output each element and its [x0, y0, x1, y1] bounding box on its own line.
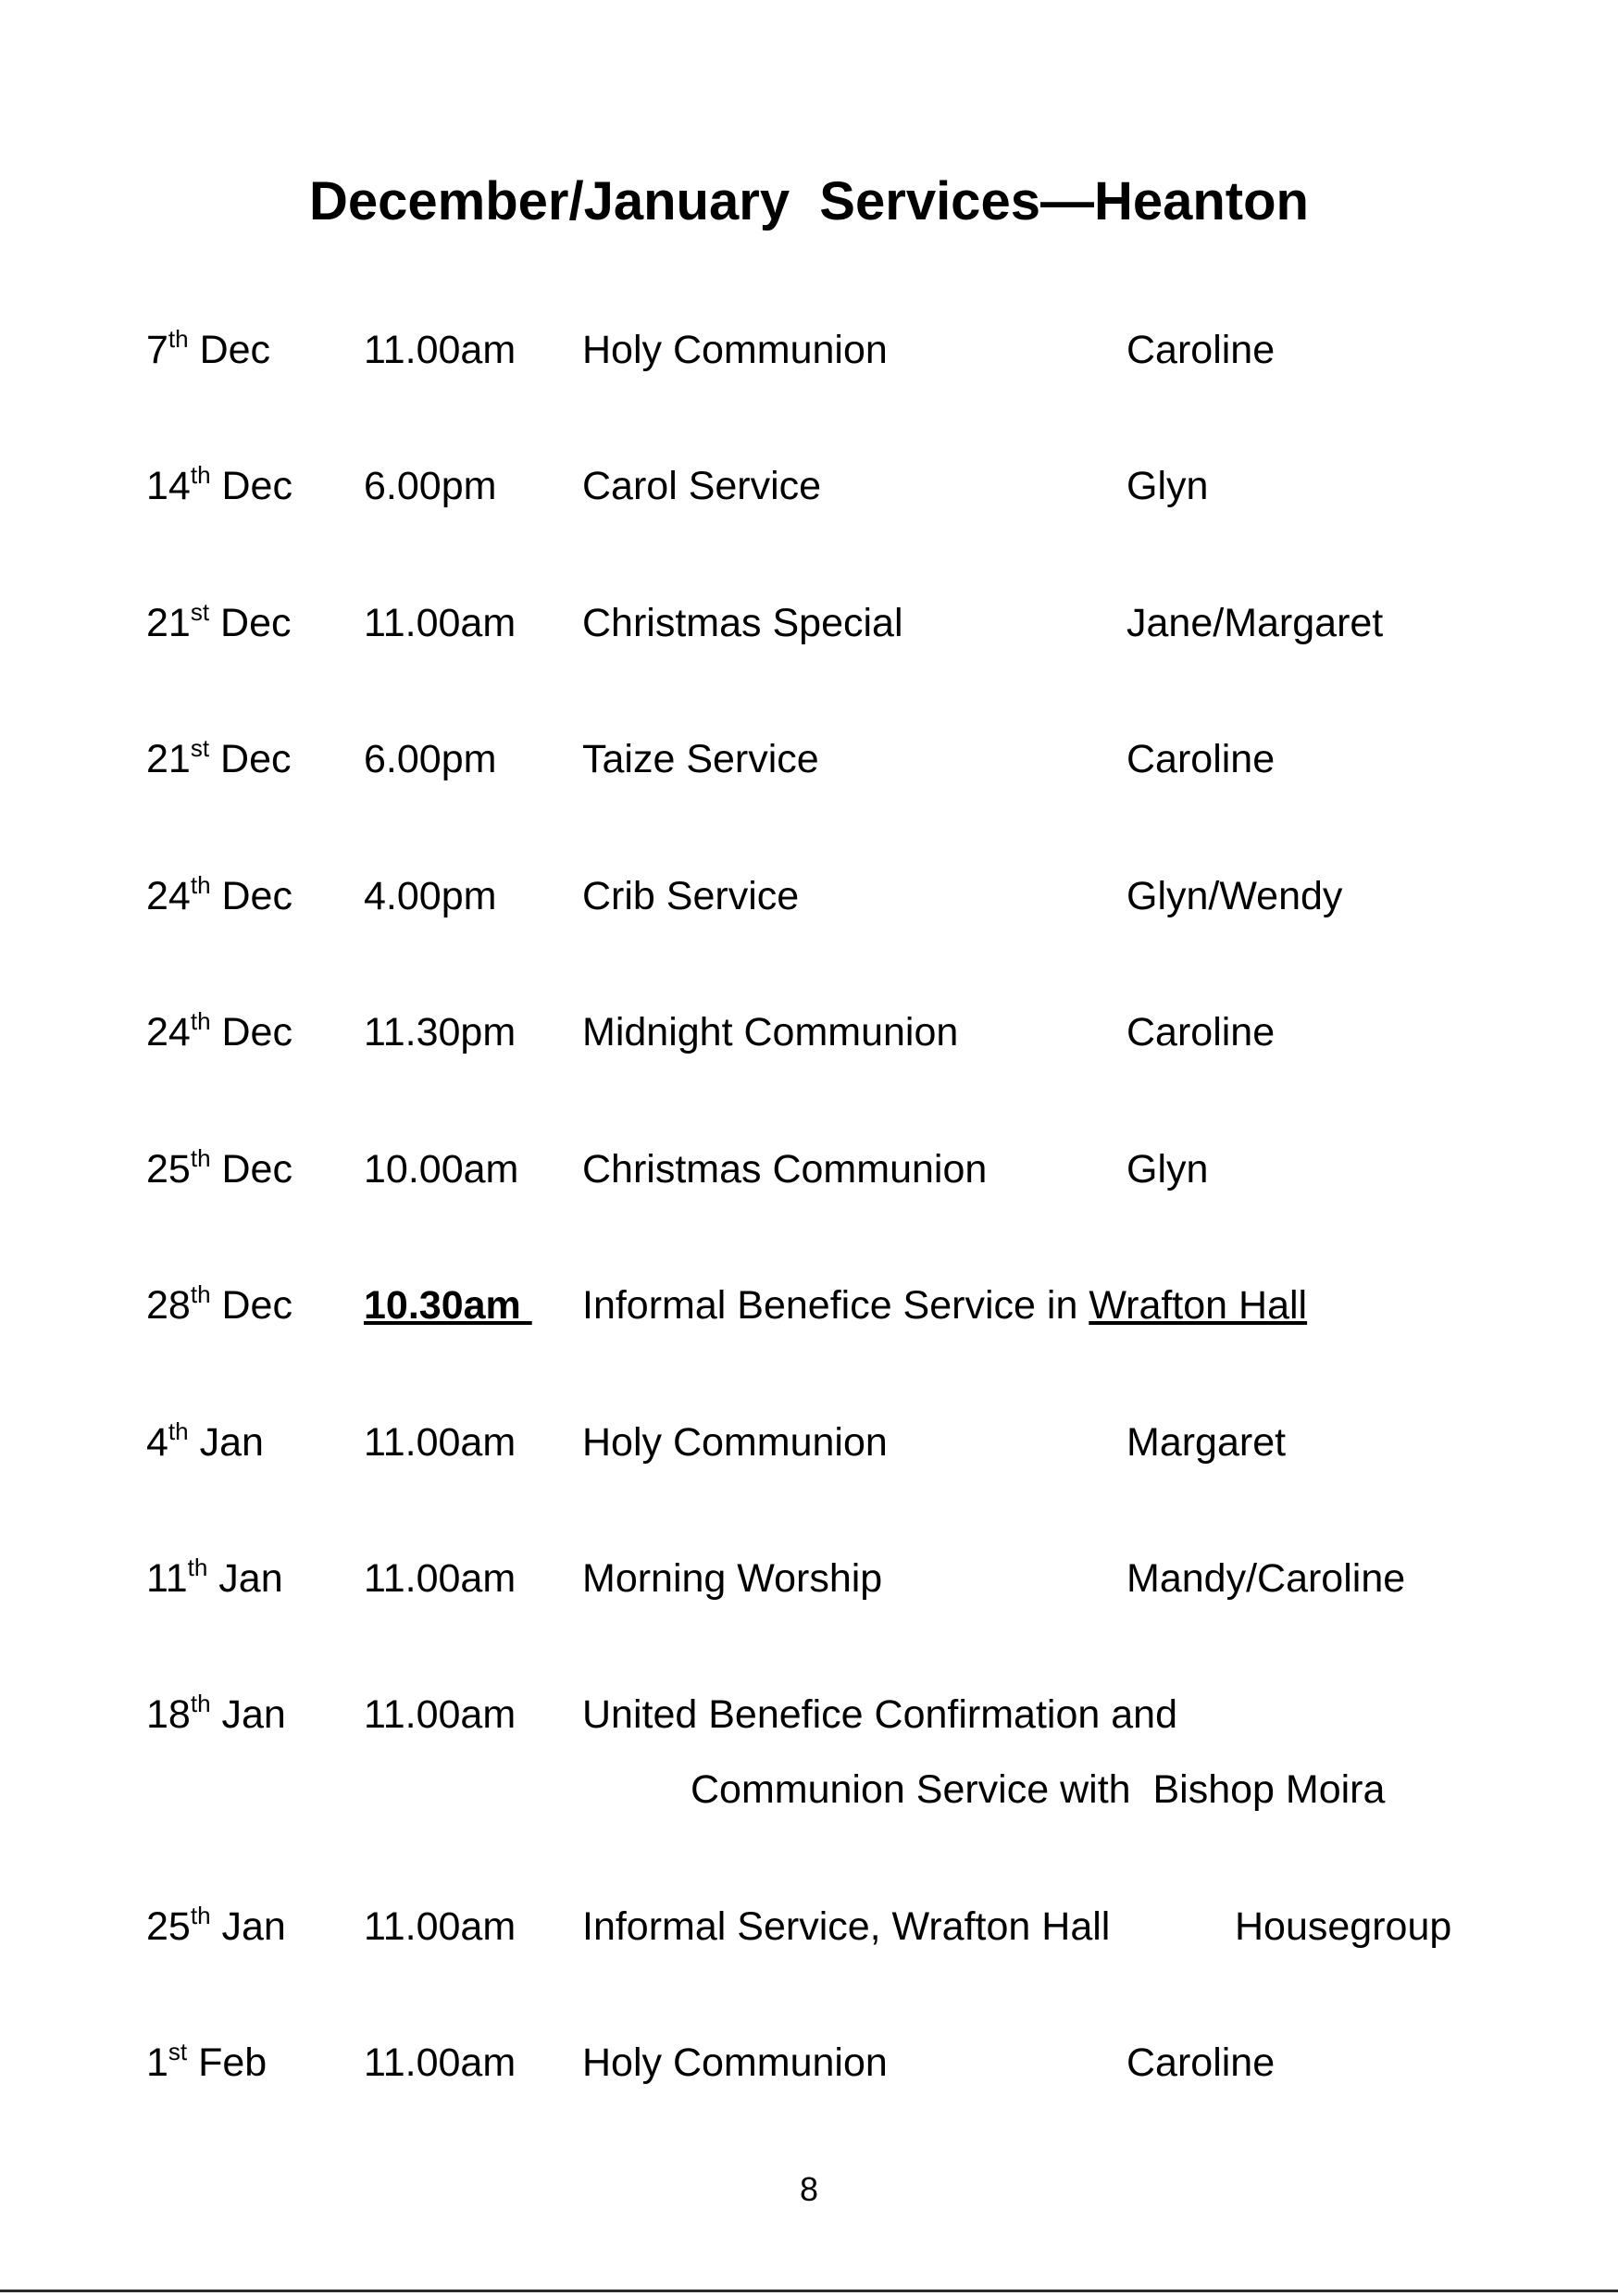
day: 7 [146, 328, 168, 372]
date-cell [146, 2035, 267, 2090]
month: Dec [220, 601, 292, 645]
time-cell: 11.00am [364, 1904, 517, 1949]
leader-cell: Mandy/Caroline [1126, 1556, 1406, 1601]
day: 18 [146, 1692, 191, 1737]
leader-cell: Glyn/Wendy [1126, 874, 1343, 918]
date-cell [146, 1899, 286, 1954]
service-cell: Carol Service [582, 464, 822, 508]
day: 21 [146, 601, 191, 645]
service-text: Informal Benefice Service in [582, 1283, 1089, 1328]
leader-cell: Caroline [1126, 328, 1276, 372]
time-cell: 10.00am [364, 1147, 519, 1192]
service-row [0, 322, 1618, 378]
time-cell: 6.00pm [364, 464, 497, 508]
date-cell [146, 1004, 292, 1060]
service-row [0, 1142, 1618, 1197]
day: 4 [146, 1420, 168, 1465]
date-cell [146, 1142, 292, 1197]
service-cell: United Benefice Confirmation and [582, 1692, 1177, 1737]
month: Jan [221, 1904, 286, 1949]
month: Dec [221, 464, 292, 508]
day-suffix: th [190, 461, 211, 489]
service-row [0, 868, 1618, 924]
time-cell: 11.30pm [364, 1010, 517, 1054]
date-cell [146, 1687, 286, 1742]
service-cell: Midnight Communion [582, 1010, 959, 1054]
date-cell [146, 1278, 292, 1333]
day-suffix: st [190, 598, 210, 626]
date-cell [146, 731, 292, 787]
service-row [0, 595, 1618, 651]
month: Dec [199, 328, 271, 372]
day-suffix: th [190, 1144, 211, 1172]
time-cell: 4.00pm [364, 874, 497, 918]
day-suffix: th [190, 1280, 211, 1308]
date-cell [146, 595, 292, 651]
day-suffix: th [190, 1902, 211, 1929]
service-row [0, 1899, 1618, 1954]
time-cell: 11.00am [364, 2040, 517, 2085]
service-cell: Holy Communion [582, 328, 888, 372]
service-cell: Holy Communion [582, 1420, 888, 1465]
bottom-rule [0, 2290, 1618, 2292]
leader-cell: Housegroup [1235, 1904, 1452, 1949]
month: Dec [221, 874, 292, 918]
day: 21 [146, 737, 191, 781]
time-cell: 11.00am [364, 328, 517, 372]
date-cell [146, 1551, 283, 1606]
date-cell [146, 458, 292, 514]
day: 1 [146, 2040, 168, 2085]
page-title: December/January Services—Heanton [309, 171, 1309, 231]
day-suffix: th [190, 1007, 211, 1035]
service-cell [582, 1278, 1307, 1333]
leader-cell: Caroline [1126, 737, 1276, 781]
leader-cell: Margaret [1126, 1420, 1287, 1465]
month: Feb [198, 2040, 268, 2085]
day-suffix: th [190, 871, 211, 899]
day: 24 [146, 1010, 191, 1054]
time-cell: 11.00am [364, 601, 517, 645]
leader-cell: Glyn [1126, 464, 1209, 508]
month: Dec [220, 737, 292, 781]
page-number: 8 [799, 2170, 819, 2208]
service-cell: Christmas Special [582, 601, 903, 645]
service-row [0, 731, 1618, 787]
month: Jan [199, 1420, 264, 1465]
service-cell: Morning Worship [582, 1556, 883, 1601]
service-row [0, 1687, 1618, 1812]
service-cell: Crib Service [582, 874, 800, 918]
time-cell: 11.00am [364, 1556, 517, 1601]
day: 11 [146, 1556, 188, 1601]
month: Dec [221, 1147, 292, 1192]
time-cell: 11.00am [364, 1420, 517, 1465]
time-cell: 6.00pm [364, 737, 497, 781]
day: 14 [146, 464, 191, 508]
day-suffix: th [190, 1690, 211, 1717]
day: 25 [146, 1904, 191, 1949]
service-row [0, 458, 1618, 514]
service-cell: Informal Service, Wrafton Hall [582, 1904, 1111, 1949]
service-continuation: Communion Service with Bishop Moira [691, 1767, 1386, 1812]
service-cell: Christmas Communion [582, 1147, 988, 1192]
leader-cell: Glyn [1126, 1147, 1209, 1192]
leader-cell: Jane/Margaret [1126, 601, 1384, 645]
service-row [0, 1415, 1618, 1470]
day-suffix: th [168, 1417, 189, 1445]
service-row [0, 2035, 1618, 2090]
service-row [0, 1551, 1618, 1606]
venue-text: Wrafton Hall [1089, 1283, 1308, 1328]
day-suffix: st [190, 734, 210, 762]
day-suffix: th [187, 1554, 208, 1581]
service-cell: Taize Service [582, 737, 819, 781]
date-cell [146, 322, 270, 378]
day: 24 [146, 874, 191, 918]
date-cell [146, 868, 292, 924]
service-row [0, 1278, 1618, 1333]
service-cell: Holy Communion [582, 2040, 888, 2085]
day: 28 [146, 1283, 191, 1328]
day-suffix: st [168, 2038, 188, 2065]
date-cell [146, 1415, 264, 1470]
month: Dec [221, 1283, 292, 1328]
time-cell: 10.30am [364, 1283, 532, 1328]
month: Dec [221, 1010, 292, 1054]
time-cell: 11.00am [364, 1692, 517, 1737]
leader-cell: Caroline [1126, 2040, 1276, 2085]
month: Jan [221, 1692, 286, 1737]
month: Jan [218, 1556, 283, 1601]
day-suffix: th [168, 325, 189, 353]
day: 25 [146, 1147, 191, 1192]
leader-cell: Caroline [1126, 1010, 1276, 1054]
service-row [0, 1004, 1618, 1060]
